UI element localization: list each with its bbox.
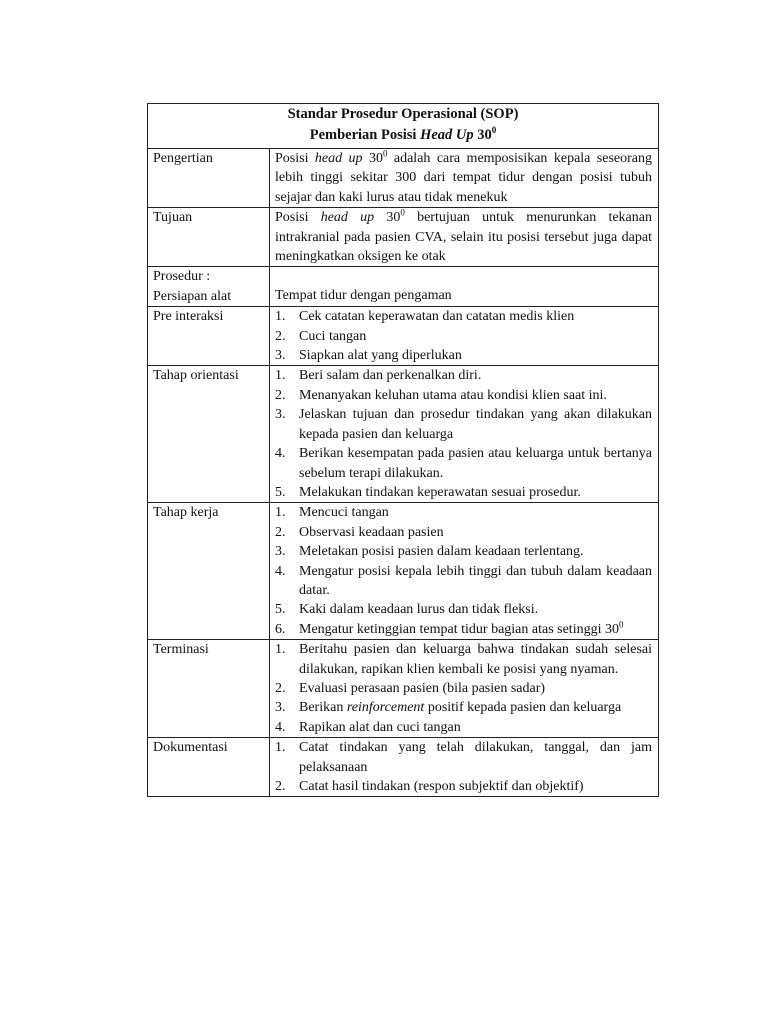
step-text: Evaluasi perasaan pasien (bila pasien sadar) (299, 680, 546, 696)
step-number: 4. (275, 446, 286, 462)
step-italic: reinforcement (346, 700, 425, 716)
step-number: 3. (275, 407, 286, 423)
content-persiapan-alat (270, 267, 659, 307)
step-text: Berikan kesempatan pada pasien atau keluarga untuk bertanya sebelum terapi dilakukan. (299, 446, 652, 481)
step-number: 3. (275, 348, 286, 364)
label-tahap-orientasi: Tahap orientasi (148, 366, 270, 503)
pengertian-italic: head up (314, 151, 363, 166)
title-line2 (152, 125, 654, 146)
label-prosedur-2: Persiapan alat (153, 288, 232, 304)
list-item (275, 444, 652, 483)
spacer (275, 267, 652, 286)
label-prosedur-1: Prosedur : (153, 269, 211, 285)
list-item (275, 346, 652, 365)
content-tahap-kerja (270, 503, 659, 640)
row-prosedur (148, 267, 659, 307)
step-text: Berikan (299, 700, 347, 716)
list-item (275, 327, 652, 346)
label-pengertian: Pengertian (148, 149, 270, 208)
list-item (275, 405, 652, 444)
step-text: Melakukan tindakan keperawatan sesuai prosedur. (299, 484, 581, 500)
step-text: Mengatur ketinggian tempat tidur bagian atas setinggi 30 (299, 621, 619, 637)
step-text: Menanyakan keluhan utama atau kondisi klien saat ini. (299, 387, 607, 403)
content-pre-interaksi (270, 307, 659, 366)
pengertian-text-b: adalah cara memposisikan kepala seseorang lebih tinggi sekitar 300 dari tempat tidur dengan posisi tubuh sejajar dan kaki lurus atau tidak menekuk (275, 151, 653, 205)
label-pre-interaksi: Pre interaksi (148, 307, 270, 366)
step-text: Rapikan alat dan cuci tangan (299, 719, 461, 735)
title-line2-num: 30 (473, 127, 492, 143)
step-number: 2. (275, 779, 286, 794)
tujuan-num: 30 (374, 210, 401, 226)
step-number: 4. (275, 719, 286, 735)
pre-interaksi-list (275, 307, 652, 365)
tahap-kerja-list (275, 503, 652, 639)
tujuan-sup: 0 (400, 207, 405, 218)
label-tahap-kerja: Tahap kerja (148, 503, 270, 640)
list-item (275, 366, 652, 385)
title-line2-sup: 0 (491, 125, 497, 136)
list-item (275, 386, 652, 405)
row-tahap-kerja (148, 503, 659, 640)
list-item (275, 523, 652, 542)
row-pengertian (148, 149, 659, 208)
pengertian-sup: 0 (382, 148, 388, 159)
step-text: Cek catatan keperawatan dan catatan medis klien (299, 309, 575, 325)
step-number: 3. (275, 544, 286, 560)
tujuan-italic: head up (320, 210, 375, 226)
step-number: 2. (275, 680, 286, 696)
pengertian-text-a: Posisi (275, 151, 315, 166)
content-tahap-orientasi (270, 366, 659, 503)
step-number: 5. (275, 484, 286, 500)
step-sup: 0 (618, 619, 624, 630)
row-pre-interaksi (148, 307, 659, 366)
list-item (275, 738, 652, 777)
step-number: 6. (275, 621, 286, 637)
tujuan-text-b: bertujuan untuk menurunkan tekanan intrakranial pada pasien CVA, selain itu posisi tersebut juga dapat meningkatkan oksigen ke otak (275, 210, 652, 265)
tahap-orientasi-list (275, 366, 652, 502)
step-number: 1. (275, 740, 286, 756)
content-pengertian (270, 149, 659, 208)
step-text: Cuci tangan (299, 328, 367, 344)
dokumentasi-list (275, 738, 652, 796)
step-number: 1. (275, 368, 286, 384)
step-number: 1. (275, 309, 286, 325)
step-number: 2. (275, 328, 286, 344)
list-item (275, 503, 652, 522)
sop-table (147, 103, 659, 797)
list-item (275, 307, 652, 326)
list-item (275, 777, 652, 796)
list-item (275, 600, 652, 619)
list-item (275, 640, 652, 679)
step-number: 1. (275, 505, 286, 521)
step-text: Catat tindakan yang telah dilakukan, tanggal, dan jam pelaksanaan (299, 740, 652, 775)
step-text: Beritahu pasien dan keluarga bahwa tindakan sudah selesai dilakukan, rapikan klien kembali ke posisi yang nyaman. (299, 642, 652, 677)
step-number: 3. (275, 700, 286, 716)
list-item (275, 679, 652, 698)
label-prosedur (148, 267, 270, 307)
pengertian-num: 30 (362, 151, 383, 166)
label-dokumentasi: Dokumentasi (148, 738, 270, 797)
step-text: positif kepada pasien dan keluarga (424, 700, 622, 716)
step-number: 5. (275, 602, 286, 618)
content-terminasi (270, 640, 659, 738)
row-tahap-orientasi (148, 366, 659, 503)
title-row (148, 104, 659, 149)
row-terminasi (148, 640, 659, 738)
list-item (275, 620, 652, 639)
tujuan-text-a: Posisi (275, 210, 321, 226)
step-text: Catat hasil tindakan (respon subjektif dan objektif) (299, 779, 584, 794)
step-number: 4. (275, 563, 286, 579)
list-item (275, 718, 652, 737)
content-dokumentasi (270, 738, 659, 797)
title-line1: Standar Prosedur Operasional (SOP) (287, 106, 519, 122)
list-item (275, 562, 652, 601)
list-item (275, 542, 652, 561)
row-dokumentasi (148, 738, 659, 797)
persiapan-alat-text: Tempat tidur dengan pengaman (275, 288, 452, 304)
step-number: 2. (275, 524, 286, 540)
step-text: Kaki dalam keadaan lurus dan tidak fleksi. (299, 602, 539, 618)
step-number: 2. (275, 387, 286, 403)
step-text: Beri salam dan perkenalkan diri. (299, 368, 482, 384)
step-text: Mencuci tangan (299, 505, 389, 521)
step-text: Siapkan alat yang diperlukan (299, 348, 462, 364)
step-text: Jelaskan tujuan dan prosedur tindakan yang akan dilakukan kepada pasien dan keluarga (299, 407, 652, 442)
step-number: 1. (275, 642, 286, 658)
step-text: Meletakan posisi pasien dalam keadaan terlentang. (299, 544, 584, 560)
title-line2-italic: Head Up (420, 127, 474, 143)
list-item (275, 483, 652, 502)
terminasi-list (275, 640, 652, 737)
content-tujuan (270, 208, 659, 267)
list-item (275, 698, 652, 717)
label-tujuan: Tujuan (148, 208, 270, 267)
step-text: Observasi keadaan pasien (299, 524, 444, 540)
row-tujuan (148, 208, 659, 267)
label-terminasi: Terminasi (148, 640, 270, 738)
title-line2-prefix: Pemberian Posisi (309, 127, 421, 143)
step-text: Mengatur posisi kepala lebih tinggi dan tubuh dalam keadaan datar. (299, 563, 652, 598)
title-cell (148, 104, 659, 149)
